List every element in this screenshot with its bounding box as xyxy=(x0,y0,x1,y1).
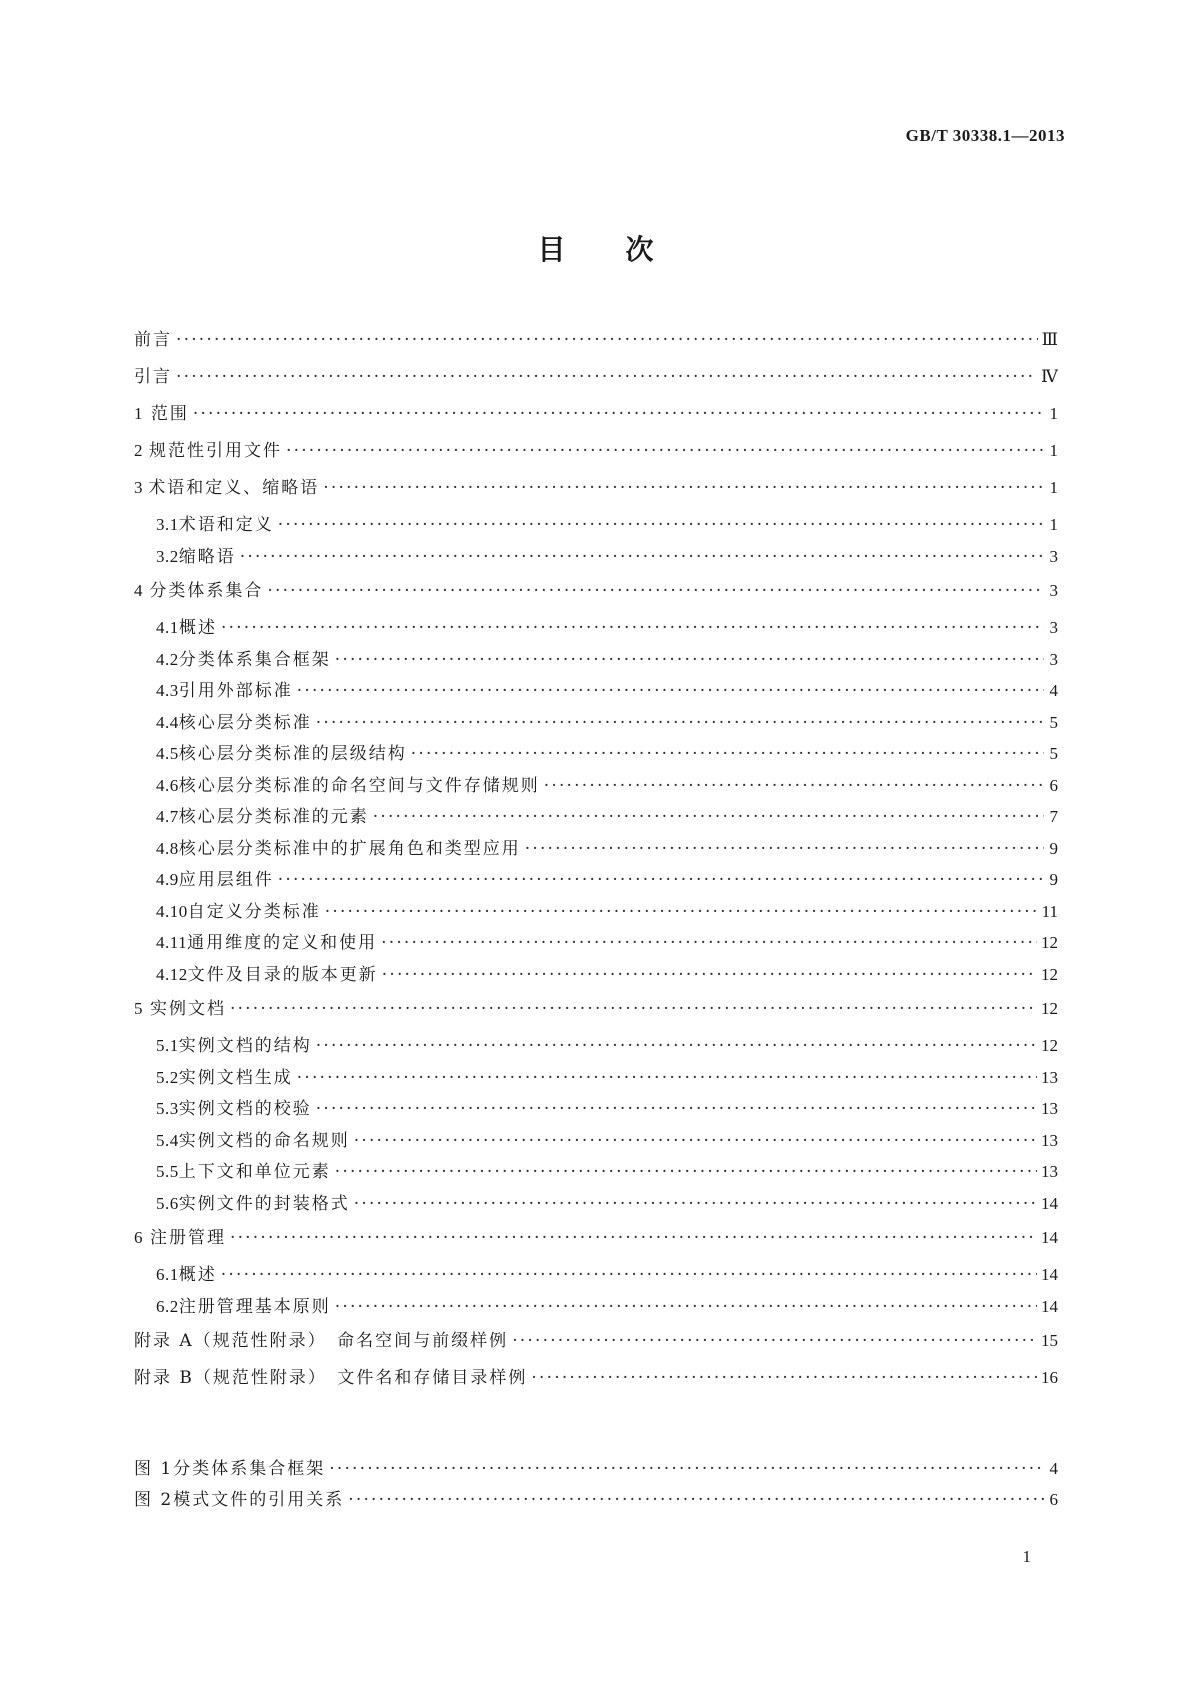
toc-entry[interactable] xyxy=(134,645,1058,677)
toc-entry-title: 上下文和单位元素 xyxy=(178,1162,331,1182)
toc-entry-number: 1 xyxy=(134,404,143,423)
dot-leader xyxy=(382,965,1037,985)
toc-entry-page: 15 xyxy=(1041,1331,1058,1350)
figure-entry-page: 6 xyxy=(1049,1490,1058,1509)
toc-entry[interactable] xyxy=(134,676,1058,708)
toc-entry-page: 13 xyxy=(1041,1162,1058,1181)
toc-entry-page: 9 xyxy=(1049,870,1058,889)
toc-entry[interactable] xyxy=(134,325,1058,362)
toc-entry-title: 缩略语 xyxy=(178,546,236,567)
toc-entry-title: 文件及目录的版本更新 xyxy=(187,964,378,985)
toc-entry-number: 5.4 xyxy=(156,1130,179,1150)
toc-entry-page: 14 xyxy=(1041,1228,1058,1247)
dot-leader xyxy=(297,1068,1037,1088)
toc-entry-page: Ⅲ xyxy=(1041,330,1058,349)
dot-leader xyxy=(221,618,1044,638)
dot-leader xyxy=(278,870,1044,890)
toc-entry-title: 实例文件的封装格式 xyxy=(178,1193,350,1214)
toc-entry-number: 4.7 xyxy=(156,807,179,826)
toc-entry-title: 分类体系集合 xyxy=(149,581,264,601)
dot-leader xyxy=(525,839,1044,859)
toc-entry-title: 附录 B（规范性附录） 文件名和存储目录样例 xyxy=(134,1368,528,1388)
dot-leader xyxy=(316,1099,1037,1119)
toc-entry[interactable] xyxy=(134,739,1058,771)
toc-entry-number: 5.1 xyxy=(156,1036,179,1055)
toc-entry-page: 16 xyxy=(1041,1368,1058,1387)
dot-leader xyxy=(335,1162,1037,1182)
toc-entry-page: 11 xyxy=(1041,901,1058,921)
dot-leader xyxy=(297,681,1044,701)
toc-entry-number: 4.4 xyxy=(156,712,179,732)
toc-entry-title: 术语和定义 xyxy=(178,515,274,535)
dot-leader xyxy=(325,902,1038,922)
dot-leader xyxy=(531,1368,1037,1388)
toc-entry-title: 实例文档生成 xyxy=(178,1067,293,1088)
toc-entry[interactable] xyxy=(134,802,1058,834)
toc-entry-page: 12 xyxy=(1041,1036,1058,1055)
toc-entry-number: 4.3 xyxy=(156,681,179,700)
page-number: 1 xyxy=(1022,1547,1031,1566)
toc-entry[interactable] xyxy=(134,865,1058,897)
toc-entry[interactable] xyxy=(134,542,1058,574)
dot-leader xyxy=(381,933,1037,953)
toc-entry-page: 1 xyxy=(1049,404,1058,423)
toc-entry[interactable] xyxy=(134,1157,1058,1189)
toc-entry-page: 1 xyxy=(1049,478,1058,497)
dot-leader xyxy=(348,1490,1044,1510)
toc-entry-number: 6.2 xyxy=(156,1296,179,1316)
toc-entry[interactable] xyxy=(134,510,1058,542)
toc-entry-title: 自定义分类标准 xyxy=(187,901,321,922)
toc-entry-number: 4.10 xyxy=(156,901,188,921)
toc-entry-page: 14 xyxy=(1041,1296,1058,1316)
toc-entry-page: 3 xyxy=(1049,618,1058,637)
toc-entry-title: 附录 A（规范性附录） 命名空间与前缀样例 xyxy=(134,1331,509,1351)
toc-entry[interactable] xyxy=(134,708,1058,740)
dot-leader xyxy=(323,478,1044,498)
toc-entry-title: 引言 xyxy=(134,367,172,387)
dot-leader xyxy=(335,650,1044,670)
toc-entry-page: 3 xyxy=(1049,546,1058,566)
toc-entry-number: 4.9 xyxy=(156,870,179,889)
toc-entry-title: 核心层分类标准 xyxy=(178,712,312,733)
figure-list xyxy=(134,1454,1058,1516)
toc-entry-page: 1 xyxy=(1049,515,1058,534)
toc-entry-number: 3 xyxy=(134,478,143,497)
toc-entry-number: 4.5 xyxy=(156,744,179,763)
toc-entry-page: 5 xyxy=(1049,744,1058,763)
toc-entry-number: 3.1 xyxy=(156,515,179,534)
toc-entry[interactable] xyxy=(134,576,1058,613)
toc-entry[interactable] xyxy=(134,928,1058,960)
toc-entry-title: 术语和定义、缩略语 xyxy=(148,478,320,498)
toc-entry-number: 4.12 xyxy=(156,964,188,984)
toc-entry[interactable] xyxy=(134,613,1058,645)
toc-entry[interactable] xyxy=(134,473,1058,510)
toc-entry-number: 6.1 xyxy=(156,1265,179,1284)
toc-entry[interactable] xyxy=(134,1126,1058,1158)
dot-leader xyxy=(329,1459,1044,1479)
toc-entry-title: 概述 xyxy=(178,1265,217,1285)
dot-leader xyxy=(286,441,1044,461)
toc-entry-page: 7 xyxy=(1049,807,1058,826)
dot-leader xyxy=(544,776,1044,796)
standard-code: GB/T 30338.1—2013 xyxy=(905,126,1065,145)
toc-entry-title: 实例文档的命名规则 xyxy=(178,1130,350,1151)
toc-entry-number: 4.2 xyxy=(156,649,179,669)
toc-entry[interactable] xyxy=(134,1292,1058,1324)
figure-entry-title: 模式文件的引用关系 xyxy=(173,1490,345,1510)
dot-leader xyxy=(411,744,1044,764)
toc-entry[interactable] xyxy=(134,1223,1058,1260)
toc-entry[interactable] xyxy=(134,399,1058,436)
dot-leader xyxy=(316,1036,1037,1056)
toc-entry-page: 1 xyxy=(1049,441,1058,460)
figure-entry-page: 4 xyxy=(1049,1459,1058,1478)
toc-entry-title: 核心层分类标准的元素 xyxy=(178,807,369,827)
toc-entry-page: 12 xyxy=(1041,933,1058,952)
dot-leader xyxy=(354,1131,1037,1151)
toc-entry-page: 5 xyxy=(1049,712,1058,732)
dot-leader xyxy=(240,547,1044,567)
toc-entry-page: 3 xyxy=(1049,649,1058,669)
toc-entry-number: 3.2 xyxy=(156,546,179,566)
toc-entry-title: 范围 xyxy=(150,404,189,424)
toc-entry-title: 实例文档的结构 xyxy=(178,1036,312,1056)
toc-entry[interactable] xyxy=(134,994,1058,1031)
toc-entry-title: 前言 xyxy=(134,330,172,350)
figure-entry-number: 图 1 xyxy=(134,1459,174,1479)
toc-entry-number: 5.3 xyxy=(156,1099,179,1118)
toc-entry-number: 4.1 xyxy=(156,618,179,637)
toc-entry[interactable] xyxy=(134,897,1058,929)
dot-leader xyxy=(354,1194,1037,1214)
toc-entry-page: 12 xyxy=(1041,999,1058,1018)
toc-entry-title: 注册管理基本原则 xyxy=(178,1296,331,1317)
figure-entry[interactable] xyxy=(134,1454,1058,1485)
toc-entry[interactable] xyxy=(134,362,1058,399)
toc-entry[interactable] xyxy=(134,834,1058,866)
dot-leader xyxy=(230,999,1037,1019)
toc-entry-title: 概述 xyxy=(178,618,217,638)
toc-entry-number: 5.2 xyxy=(156,1067,179,1087)
dot-leader xyxy=(373,807,1044,827)
toc-entry-title: 核心层分类标准的命名空间与文件存储规则 xyxy=(178,775,540,796)
toc-entry-page: 4 xyxy=(1049,681,1058,700)
toc-entry-title: 注册管理 xyxy=(149,1228,226,1248)
dot-leader xyxy=(267,581,1044,601)
toc-entry-page: 13 xyxy=(1041,1099,1058,1118)
toc-entry-number: 4.6 xyxy=(156,775,179,795)
toc-entry-page: 3 xyxy=(1049,581,1058,600)
figure-entry-title: 分类体系集合框架 xyxy=(173,1459,326,1479)
dot-leader xyxy=(316,713,1044,733)
toc-entry[interactable] xyxy=(134,1363,1058,1400)
toc-entry-number: 4.11 xyxy=(156,933,188,952)
toc-entry-title: 实例文档的校验 xyxy=(178,1099,312,1119)
dot-leader xyxy=(230,1228,1037,1248)
toc-entry[interactable] xyxy=(134,960,1058,992)
toc-entry-page: 13 xyxy=(1041,1067,1058,1087)
toc-entry[interactable] xyxy=(134,1260,1058,1292)
toc-entry[interactable] xyxy=(134,436,1058,473)
toc-entry[interactable] xyxy=(134,1326,1058,1363)
figure-entry-number: 图 2 xyxy=(134,1490,174,1510)
toc-entry-title: 通用维度的定义和使用 xyxy=(187,933,378,953)
page-title: 目次 xyxy=(537,233,714,266)
dot-leader xyxy=(221,1265,1037,1285)
toc-entry-number: 5.5 xyxy=(156,1162,179,1181)
toc-entry-page: 13 xyxy=(1041,1130,1058,1150)
toc-entry-number: 4 xyxy=(134,581,143,600)
toc-entry-number: 5 xyxy=(134,999,143,1018)
toc-entry-number: 6 xyxy=(134,1228,143,1247)
toc-entry-title: 应用层组件 xyxy=(178,870,274,890)
figure-entry[interactable] xyxy=(134,1485,1058,1516)
toc-entry-title: 核心层分类标准中的扩展角色和类型应用 xyxy=(178,838,521,859)
toc-entry[interactable] xyxy=(134,1189,1058,1221)
toc-entry-title: 引用外部标准 xyxy=(178,681,293,701)
dot-leader xyxy=(278,515,1044,535)
toc-entry-page: 14 xyxy=(1041,1193,1058,1213)
dot-leader xyxy=(193,404,1044,424)
toc-entry-title: 分类体系集合框架 xyxy=(178,649,331,670)
table-of-contents xyxy=(134,325,1058,1400)
dot-leader xyxy=(335,1297,1037,1317)
toc-entry-title: 实例文档 xyxy=(149,999,226,1019)
toc-entry[interactable] xyxy=(134,1063,1058,1095)
toc-entry-title: 规范性引用文件 xyxy=(149,441,282,461)
toc-entry[interactable] xyxy=(134,1031,1058,1063)
dot-leader xyxy=(176,330,1038,350)
toc-entry-title: 核心层分类标准的层级结构 xyxy=(178,744,407,764)
dot-leader xyxy=(512,1331,1037,1351)
dot-leader xyxy=(176,367,1037,387)
toc-entry-number: 5.6 xyxy=(156,1193,179,1213)
toc-entry[interactable] xyxy=(134,771,1058,803)
toc-entry-page: 6 xyxy=(1049,775,1058,795)
toc-entry-page: 14 xyxy=(1041,1265,1058,1284)
toc-entry-page: 9 xyxy=(1049,838,1058,858)
toc-entry-number: 4.8 xyxy=(156,838,179,858)
toc-entry-page: 12 xyxy=(1041,964,1058,984)
toc-entry-number: 2 xyxy=(134,441,143,460)
toc-entry[interactable] xyxy=(134,1094,1058,1126)
toc-entry-page: Ⅳ xyxy=(1041,367,1058,386)
